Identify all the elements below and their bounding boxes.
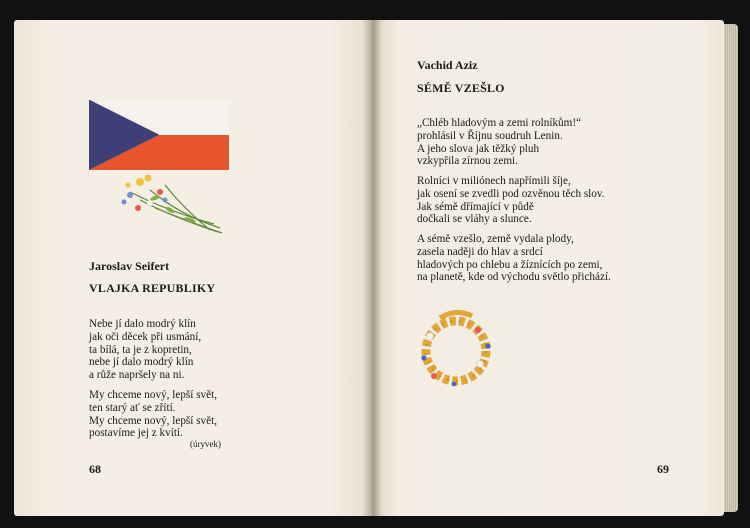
- wheat-wreath-illustration: [410, 306, 502, 392]
- poem-line: a růže napršely na ni.: [89, 369, 185, 382]
- left-author: Jaroslav Seifert: [89, 259, 170, 273]
- poem-line: Nebe jí dalo modrý klín: [89, 318, 196, 330]
- poem-line: A jeho slova jak těžký pluh: [417, 142, 540, 155]
- right-stanza-2: [417, 175, 605, 226]
- poem-line: dočkali se vláhy a slunce.: [417, 213, 532, 226]
- poem-line: zasela naději do hlav a srdcí: [417, 245, 543, 258]
- poem-line: prohlásil v Říjnu soudruh Lenin.: [417, 129, 563, 142]
- poem-line: hladových po chlebu a žíznících po zemi,: [417, 258, 603, 271]
- poem-line: ten starý ať se zřítí.: [89, 401, 176, 414]
- right-author: Vachid Aziz: [417, 58, 478, 72]
- right-poem-title: SÉMĚ VZEŠLO: [417, 81, 505, 95]
- page-number-left: 68: [89, 462, 101, 476]
- poem-line: nebe jí dalo modrý klín: [89, 356, 194, 369]
- flower-bouquet-illustration: [110, 170, 225, 238]
- book-gutter: [362, 20, 382, 516]
- excerpt-note: (úryvek): [190, 439, 221, 449]
- poem-line: na planetě, kde od východu světlo přichází.: [417, 271, 611, 284]
- poem-line: vzkypřila zírnou zemi.: [417, 155, 518, 168]
- left-stanza-1: [89, 318, 201, 382]
- poem-line: A sémě vzešlo, země vydala plody,: [417, 233, 574, 245]
- poem-line: „Chléb hladovým a zemi rolníkům!“: [417, 117, 582, 129]
- right-stanza-3: [417, 233, 611, 284]
- czech-flag-illustration: [89, 100, 229, 170]
- page-edges: [724, 24, 738, 512]
- left-stanza-2: [89, 389, 217, 440]
- right-stanza-1: [417, 117, 581, 168]
- poem-line: jak osení se zvedli pod ozvěnou těch slov.: [417, 187, 605, 200]
- poem-line: ta bílá, ta je z kopretin,: [89, 343, 192, 356]
- poem-line: postavíme jej z kvítí.: [89, 427, 183, 440]
- poem-line: Jak sémě dřímající v půdě: [417, 200, 534, 213]
- page-number-right: 69: [657, 462, 669, 476]
- poem-line: Rolníci v miliónech napřímili šíje,: [417, 175, 571, 187]
- poem-line: jak oči děcek při usmání,: [89, 330, 202, 343]
- left-poem-title: VLAJKA REPUBLIKY: [89, 281, 216, 295]
- poem-line: My chceme nový, lepší svět,: [89, 389, 218, 401]
- poem-line: My chceme nový, lepší svět,: [89, 414, 218, 427]
